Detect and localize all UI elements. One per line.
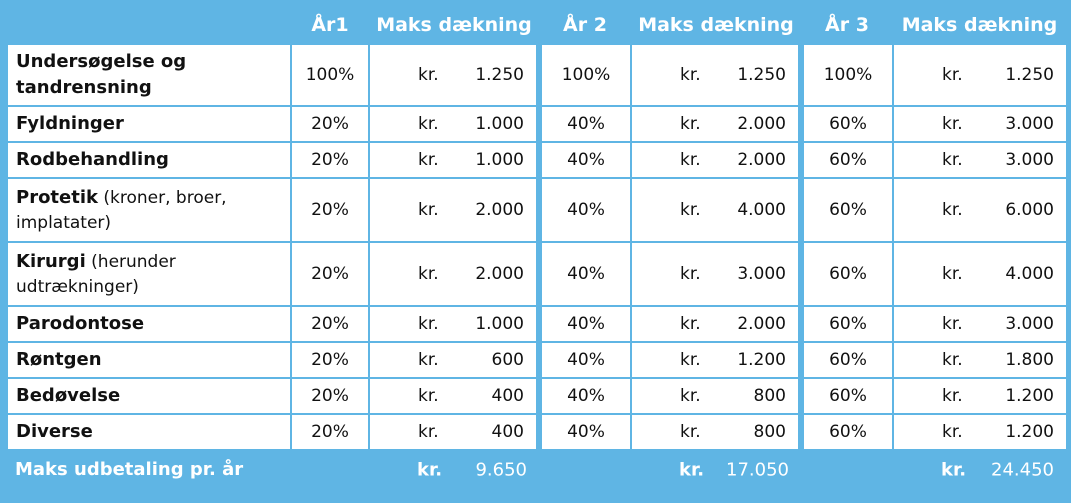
currency-label: kr. (680, 200, 701, 220)
percent-year-2: 40% (539, 342, 631, 378)
percent-year-3: 60% (801, 106, 893, 142)
amount-value: 800 (753, 422, 786, 442)
percent-year-1: 20% (291, 142, 369, 178)
amount-value: 3.000 (1005, 314, 1054, 334)
row-label (7, 142, 291, 178)
currency-label: kr. (680, 422, 701, 442)
footer-row (7, 450, 1066, 488)
amount-year-3 (893, 414, 1066, 450)
amount-value: 3.000 (737, 264, 786, 284)
amount-year-3 (893, 106, 1066, 142)
currency-label: kr. (941, 459, 967, 480)
currency-label: kr. (942, 200, 963, 220)
amount-year-2 (631, 142, 801, 178)
amount-year-2 (631, 414, 801, 450)
percent-year-2: 40% (539, 306, 631, 342)
amount-year-2 (631, 306, 801, 342)
percent-year-1: 20% (291, 378, 369, 414)
currency-label: kr. (417, 459, 443, 480)
amount-value: 1.200 (1005, 422, 1054, 442)
percent-year-2: 40% (539, 178, 631, 242)
currency-label: kr. (418, 350, 439, 370)
footer-total-3-value: 24.450 (991, 459, 1054, 480)
amount-value: 800 (753, 386, 786, 406)
currency-label: kr. (418, 386, 439, 406)
amount-value: 3.000 (1005, 114, 1054, 134)
percent-year-1: 20% (291, 242, 369, 306)
row-label-main: Protetik (16, 186, 98, 208)
amount-year-1 (369, 242, 539, 306)
amount-year-3 (893, 178, 1066, 242)
currency-label: kr. (418, 314, 439, 334)
amount-value: 1.250 (475, 65, 524, 85)
table-row (7, 306, 1066, 342)
currency-label: kr. (942, 386, 963, 406)
currency-label: kr. (680, 350, 701, 370)
amount-value: 2.000 (737, 150, 786, 170)
currency-label: kr. (418, 65, 439, 85)
row-label-main: Rodbehandling (16, 149, 169, 170)
row-label (7, 414, 291, 450)
currency-label: kr. (418, 422, 439, 442)
currency-label: kr. (942, 350, 963, 370)
row-label (7, 342, 291, 378)
amount-year-1 (369, 342, 539, 378)
amount-value: 1.000 (475, 314, 524, 334)
currency-label: kr. (942, 422, 963, 442)
percent-year-2: 40% (539, 106, 631, 142)
footer-total-1 (369, 450, 539, 488)
amount-value: 2.000 (737, 314, 786, 334)
header-max-coverage-3: Maks dækning (901, 13, 1058, 36)
percent-year-2: 40% (539, 378, 631, 414)
row-label (7, 106, 291, 142)
amount-year-2 (631, 378, 801, 414)
amount-year-3 (893, 306, 1066, 342)
amount-year-1 (369, 106, 539, 142)
percent-year-1: 20% (291, 414, 369, 450)
amount-value: 1.250 (737, 65, 786, 85)
footer-spacer-3 (801, 450, 893, 488)
table-row (7, 414, 1066, 450)
amount-value: 4.000 (1005, 264, 1054, 284)
coverage-table (6, 6, 1066, 488)
currency-label: kr. (942, 264, 963, 284)
table-row (7, 242, 1066, 306)
percent-year-1: 100% (291, 44, 369, 106)
amount-value: 1.000 (475, 150, 524, 170)
currency-label: kr. (418, 200, 439, 220)
amount-value: 600 (491, 350, 524, 370)
percent-year-3: 60% (801, 414, 893, 450)
percent-year-3: 60% (801, 306, 893, 342)
footer-total-1-value: 9.650 (475, 459, 527, 480)
row-label (7, 178, 291, 242)
amount-year-1 (369, 378, 539, 414)
percent-year-1: 20% (291, 306, 369, 342)
amount-value: 1.200 (737, 350, 786, 370)
amount-value: 1.800 (1005, 350, 1054, 370)
currency-label: kr. (418, 150, 439, 170)
amount-value: 3.000 (1005, 150, 1054, 170)
amount-value: 2.000 (475, 264, 524, 284)
amount-year-3 (893, 342, 1066, 378)
amount-year-2 (631, 106, 801, 142)
amount-value: 1.000 (475, 114, 524, 134)
amount-value: 400 (491, 386, 524, 406)
footer-spacer-2 (539, 450, 631, 488)
currency-label: kr. (942, 114, 963, 134)
percent-year-2: 40% (539, 414, 631, 450)
percent-year-2: 40% (539, 242, 631, 306)
footer-label: Maks udbetaling pr. år (7, 450, 369, 488)
footer-total-2 (631, 450, 801, 488)
footer-total-2-value: 17.050 (726, 459, 789, 480)
percent-year-1: 20% (291, 178, 369, 242)
amount-year-3 (893, 142, 1066, 178)
table-row (7, 178, 1066, 242)
currency-label: kr. (418, 114, 439, 134)
amount-year-1 (369, 306, 539, 342)
row-label-main: Røntgen (16, 349, 102, 370)
percent-year-2: 40% (539, 142, 631, 178)
percent-year-1: 20% (291, 106, 369, 142)
header-row (7, 6, 1066, 44)
currency-label: kr. (680, 65, 701, 85)
amount-year-1 (369, 142, 539, 178)
currency-label: kr. (680, 264, 701, 284)
amount-year-2 (631, 44, 801, 106)
amount-value: 1.200 (1005, 386, 1054, 406)
amount-value: 4.000 (737, 200, 786, 220)
amount-value: 6.000 (1005, 200, 1054, 220)
currency-label: kr. (942, 150, 963, 170)
currency-label: kr. (680, 386, 701, 406)
currency-label: kr. (942, 314, 963, 334)
header-blank (7, 6, 291, 44)
percent-year-3: 60% (801, 142, 893, 178)
row-label-main: Fyldninger (16, 113, 124, 134)
row-label (7, 242, 291, 306)
amount-year-3 (893, 242, 1066, 306)
percent-year-3: 100% (801, 44, 893, 106)
table-row (7, 342, 1066, 378)
table-row (7, 106, 1066, 142)
table-row (7, 44, 1066, 106)
footer-total-3 (893, 450, 1066, 488)
currency-label: kr. (418, 264, 439, 284)
table-row (7, 378, 1066, 414)
row-label-main: Bedøvelse (16, 385, 121, 406)
table-row (7, 142, 1066, 178)
row-label-main: Parodontose (16, 313, 145, 334)
row-label (7, 378, 291, 414)
header-year-3: År 3 (825, 13, 869, 36)
amount-year-2 (631, 242, 801, 306)
currency-label: kr. (680, 150, 701, 170)
row-label (7, 306, 291, 342)
amount-value: 400 (491, 422, 524, 442)
percent-year-2: 100% (539, 44, 631, 106)
row-label (7, 44, 291, 106)
amount-year-3 (893, 378, 1066, 414)
amount-year-2 (631, 342, 801, 378)
header-year-1: År1 (311, 13, 349, 36)
currency-label: kr. (679, 459, 705, 480)
row-label-main: Kirurgi (16, 250, 86, 272)
amount-value: 2.000 (737, 114, 786, 134)
row-label-main: Undersøgelse og tandrensning (16, 51, 187, 98)
amount-year-1 (369, 44, 539, 106)
currency-label: kr. (942, 65, 963, 85)
percent-year-3: 60% (801, 242, 893, 306)
percent-year-1: 20% (291, 342, 369, 378)
percent-year-3: 60% (801, 342, 893, 378)
percent-year-3: 60% (801, 178, 893, 242)
amount-year-3 (893, 44, 1066, 106)
currency-label: kr. (680, 314, 701, 334)
table-body (7, 44, 1066, 450)
percent-year-3: 60% (801, 378, 893, 414)
amount-value: 2.000 (475, 200, 524, 220)
amount-year-1 (369, 178, 539, 242)
currency-label: kr. (680, 114, 701, 134)
row-label-note: (kroner, broer, implatater) (16, 187, 227, 233)
header-year-2: År 2 (563, 13, 607, 36)
amount-value: 1.250 (1005, 65, 1054, 85)
amount-year-1 (369, 414, 539, 450)
header-max-coverage-2: Maks dækning (638, 13, 794, 36)
amount-year-2 (631, 178, 801, 242)
header-max-coverage-1: Maks dækning (376, 13, 532, 36)
row-label-note: (herunder udtrækninger) (16, 251, 176, 297)
row-label-main: Diverse (16, 421, 93, 442)
